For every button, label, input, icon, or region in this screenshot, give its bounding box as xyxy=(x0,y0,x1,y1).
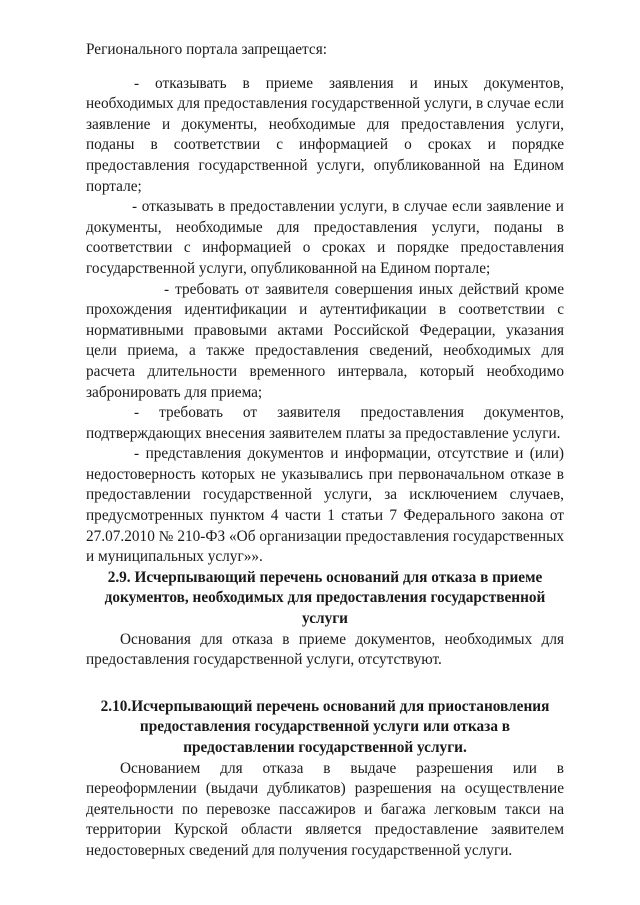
prohibition-item-4: - требовать от заявителя предоставления документов, подтверждающих внесения заявителем платы за предоставление услуги. xyxy=(86,404,564,442)
prohibition-item-2: - отказывать в предоставлении услуги, в случае если заявление и документы, необходимые для предоставления услуги, поданы в соответствии с информацией о сроках и порядке предоставления государственной услуги, опубликованной на Едином портале; xyxy=(86,198,564,277)
prohibition-item-3: - требовать от заявителя совершения иных действий кроме прохождения идентификации и аутентификации в соответствии с нормативными правовыми актами Российской Федерации, указания цели приема, а также предоставления сведений, необходимых для расчета длительности временного интервала, который необходимо забронировать для приема; xyxy=(86,280,564,401)
prohibition-item-1: - отказывать в приеме заявления и иных документов, необходимых для предоставления государственной услуги, в случае если заявление и документы, необходимые для предоставления услуги, поданы в соответствии с информацией о сроках и порядке предоставления государственной услуги, опубликованной на Едином портале; xyxy=(86,74,564,195)
section-2-10-text: Основанием для отказа в выдаче разрешения или в переоформлении (выдачи дубликатов) разрешения на осуществление деятельности по перевозке пассажиров и багажа легковым такси на территории Курской области является предоставление заявителем недостоверных сведений для получения государственной услуги. xyxy=(86,759,564,859)
intro-line: Регионального портала запрещается: xyxy=(86,41,328,58)
prohibition-item-5: - представления документов и информации, отсутствие и (или) недостоверность которых не указывались при первоначальном отказе в предоставлении государственной услуги, за исключением случаев, предусмотренных пунктом 4 части 1 статьи 7 Федерального закона от 27.07.2010 № 210-ФЗ «Об организации предоставления государственных и муниципальных услуг»». xyxy=(86,445,564,566)
section-2-10-heading: 2.10.Исчерпывающий перечень оснований для приостановления предоставления государственной услуги или отказа в предоставлении государственной услуги. xyxy=(100,697,550,756)
section-2-9-text: Основания для отказа в приеме документов, необходимых для предоставления государственной услуги, отсутствуют. xyxy=(86,630,564,669)
section-2-9-heading: 2.9. Исчерпывающий перечень оснований для отказа в приеме документов, необходимых для предоставления государственной услуги xyxy=(104,568,546,628)
